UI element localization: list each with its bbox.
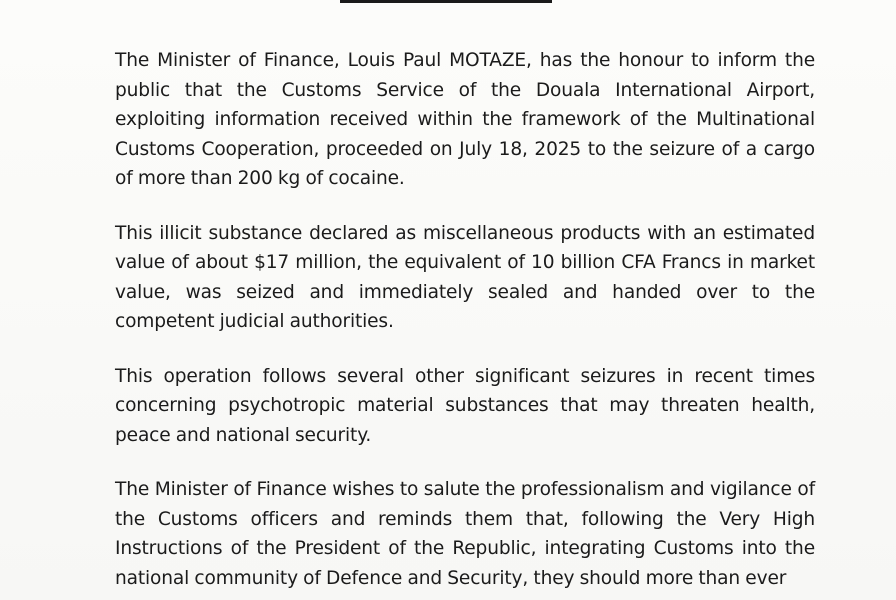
header-rule — [340, 0, 552, 3]
document-body — [115, 46, 815, 600]
paragraph-substance-value: This illicit substance declared as miscellaneous products with an estimated value of about $17 million, the equivalent of 10 billion CFA Francs in market value, was seized and immediately sealed and handed over to the competent judicial authorities. — [115, 222, 815, 332]
paragraph-prior-seizures: This operation follows several other significant seizures in recent times concerning psychotropic material substances that may threaten health, peace and national security. — [115, 365, 815, 446]
paragraph-minister-salute: The Minister of Finance wishes to salute the professionalism and vigilance of the Customs officers and reminds them that, following the Very High Instructions of the President of the Republic, integrating Customs into the national community of Defence and Security, they should more than ever — [115, 479, 815, 589]
paragraph-seizure-announcement: The Minister of Finance, Louis Paul MOTAZE, has the honour to inform the public that the Customs Service of the Douala International Airport, exploiting information received within the framework of the Multinational Customs Cooperation, proceeded on July 18, 2025 to the seizure of a cargo of more than 200 kg of cocaine. — [115, 50, 815, 189]
